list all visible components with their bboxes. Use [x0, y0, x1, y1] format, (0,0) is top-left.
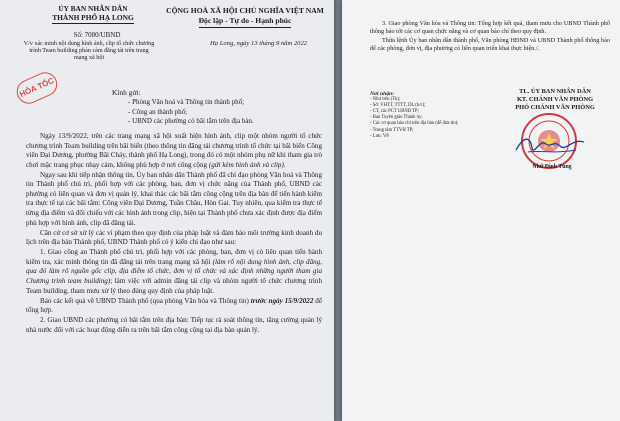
document-subject: V/v xác minh nội dung hình ảnh, clip tổ chức chương trình Team building phản cảm đăng tải trên trang mạng xã hội	[23, 41, 155, 62]
document-body	[26, 132, 322, 336]
issuer-header	[28, 4, 158, 24]
issuer-line-1: ỦY BAN NHÂN DÂN	[58, 4, 128, 13]
distribution-label: Nơi nhận:	[370, 91, 394, 97]
sign-delegation: KT. CHÁNH VĂN PHÒNG	[516, 96, 594, 104]
page2-paragraph-2: Thừa lệnh Ủy ban nhân dân thành phố, Văn phòng HĐND và UBND Thành phố thông báo để các phòng, đơn vị, địa phương có liên quan triển khai thực hiện./.	[370, 37, 610, 53]
national-header	[160, 6, 330, 28]
recipient-item: - Phòng Văn hoá và Thông tin thành phố;	[128, 98, 245, 106]
urgent-stamp: HỎA TỐC	[13, 68, 61, 107]
issuer-line-2: THÀNH PHỐ HẠ LONG	[52, 13, 134, 22]
body-paragraph-5: Báo các kết quả về UBND Thành phố (qua phòng Văn hóa và Thông tin) trước ngày 15/9/2022 để tổng hợp.	[26, 296, 322, 315]
sign-authority: TL. ỦY BAN NHÂN DÂN	[519, 88, 591, 95]
body-paragraph-6: 2. Giao UBND các phường có bãi tắm trên địa bàn: Tiếp tục rà soát thông tin, tăng cường quản lý nhà nước đối với các hoạt động diễn ra trên bãi tắm công cộng tại địa bàn quản lý.	[26, 316, 322, 334]
country-name: CỘNG HOÀ XÃ HỘI CHỦ NGHĨA VIỆT NAM	[166, 6, 324, 15]
recipient-item: - Công an thành phố;	[128, 107, 188, 116]
recipient-item: - UBND các phường có bãi tắm trên địa bàn.	[128, 117, 254, 126]
distribution-item: - Lưu: VP.	[370, 133, 390, 139]
distribution-item: - Ban Tuyên giáo Thành ủy;	[370, 115, 423, 121]
body-paragraph-3: Căn cứ cơ sở xử lý các vi phạm theo quy định của pháp luật và đảm bảo môi trường kinh doanh du lịch trên địa bàn Thành phố, UBND Thành phố có ý kiến chỉ đạo như sau:	[26, 228, 322, 247]
distribution-list	[370, 91, 486, 140]
handwritten-signature-icon	[510, 132, 590, 158]
document-date: Hạ Long, ngày 13 tháng 9 năm 2022	[210, 40, 308, 47]
signer-name: Nhữ Đình Tùng	[532, 164, 572, 170]
signature-block	[492, 88, 618, 113]
distribution-item: - Sở: VHTT, TTTT, DL (b/c);	[370, 103, 426, 109]
document-page-2	[342, 0, 620, 421]
body-paragraph-2: Ngay sau khi tiếp nhận thông tin, Ủy ban nhân dân Thành phố đã chỉ đạo phòng Văn hoá và Thông tin Thành phố chủ trì, phối hợp với các phòng, ban, đơn vị chức năng của Thành phố, UBND các phường có liên quan và đơn vị quản lý, khai thác các bãi tắm công cộng trên địa bàn để tiến hành kiểm tra thực tế tại các bãi tắm: Công viên Đại Dương, Tuần Châu, Hòn Gai. Tuy nhiên, qua kiểm tra thực tế từng địa điểm và đối chiếu với các hình ảnh trong clip, hiện tại Thành phố chưa xác định được địa điểm phù hợp với hình ảnh, clip đã đăng tải.	[26, 170, 322, 227]
body-paragraph-4: 1. Giao công an Thành phố chủ trì, phối hợp với các phòng, ban, đơn vị có liên quan tiến hành kiểm tra, xác minh thông tin đã đăng tải trên trang mạng xã hội (làm rõ nội dung hình ảnh, clip đăng, qua đó làm rõ nguồn gốc clip, địa điểm tổ chức, đơn vị tổ chức và xác định những người tham gia Chương trình team building); làm việc với admin đăng tải clip và nhóm người tổ chức chương trình Team building, tham mưu xử lý theo đúng quy định của pháp luật.	[26, 248, 322, 295]
distribution-item: - Các cơ quan báo chí trên địa bàn (để đưa tin);	[370, 121, 459, 127]
page2-body	[370, 20, 610, 54]
document-number: Số: 7080/UBND	[73, 31, 121, 39]
page2-paragraph-1: 3. Giao phòng Văn hóa và Thông tin: Tổng hợp kết quả, tham mưu cho UBND Thành phố thông báo tới các cơ quan chức năng và cơ quan báo chí theo quy định.	[370, 20, 610, 36]
sign-title: PHÓ CHÁNH VĂN PHÒNG	[515, 104, 595, 112]
distribution-item: - Trung tâm TTVH TP;	[370, 127, 414, 133]
recipients-list	[128, 98, 254, 127]
national-motto: Độc lập - Tự do - Hạnh phúc	[199, 16, 292, 28]
recipients-label: Kính gửi:	[112, 88, 141, 97]
body-paragraph-1: Ngày 13/9/2022, trên các trang mạng xã hội xuất hiện hình ảnh, clip một nhóm người tổ chức chương trình Team building trên bãi biển (theo thông tin đăng tải chương trình tổ chức tại bãi biển Công viên Đại Dương, phường Bãi Cháy, thành phố Hạ Long), trong đó có một nhóm phụ nữ khi tham gia trò chơi mặc trang phục nhạy cảm, không phù hợp ở nơi công cộng (gửi kèm hình ảnh và clip).	[26, 132, 322, 169]
distribution-item: - Như trên (Th);	[370, 97, 401, 103]
distribution-item: - CT, các PCT UBND TP;	[370, 109, 419, 115]
